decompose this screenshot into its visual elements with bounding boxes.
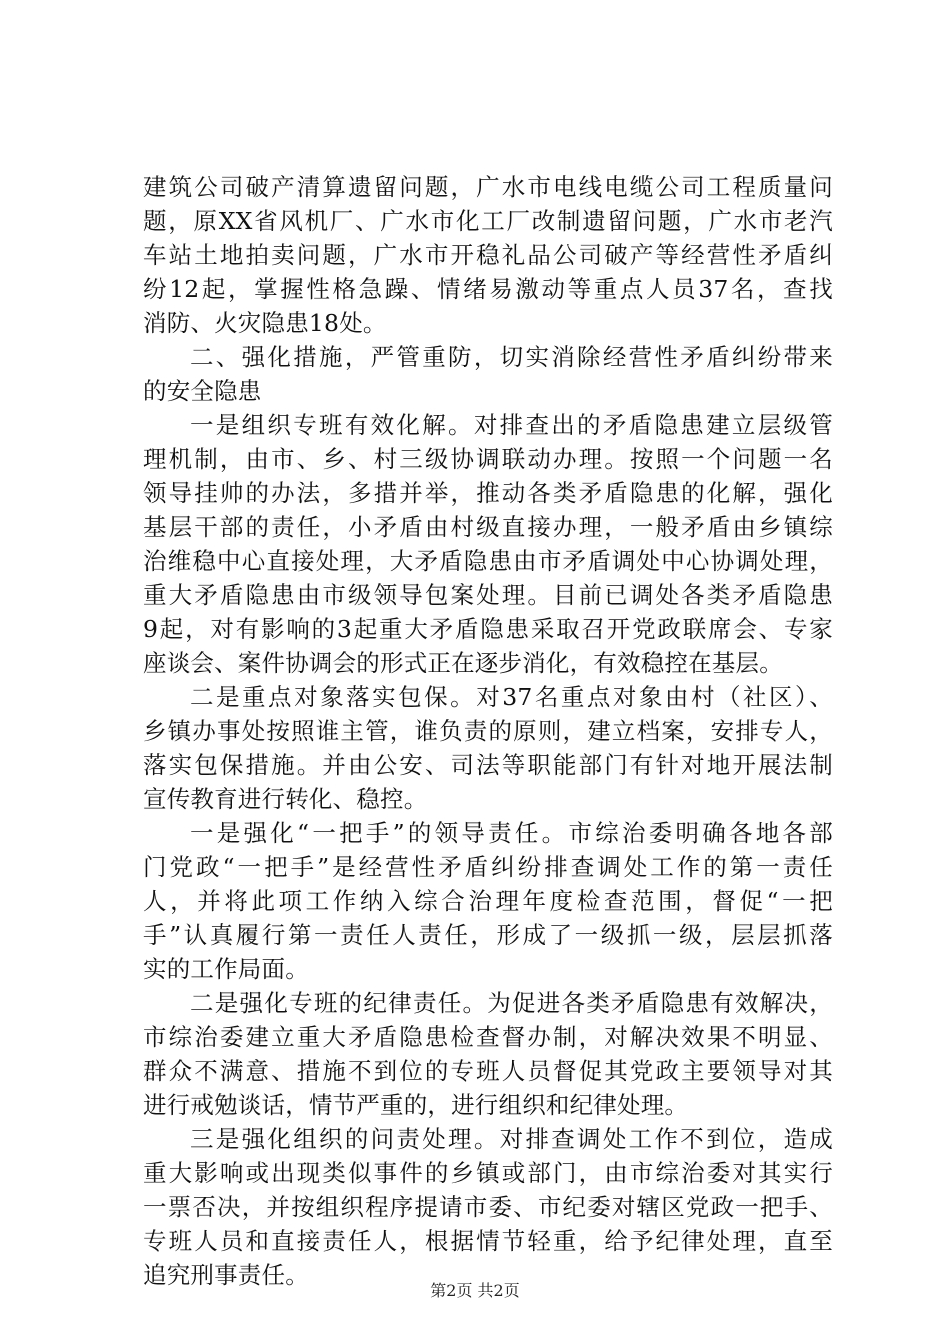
- document-body: [143, 170, 833, 1292]
- text-line: 落实包保措施。并由公安、司法等职能部门有针对地开展法制: [143, 751, 833, 779]
- text-line: 题，原XX省风机厂、广水市化工厂改制遗留问题，广水市老汽: [143, 207, 833, 235]
- text-line: 手”认真履行第一责任人责任，形成了一级抓一级，层层抓落: [143, 921, 833, 949]
- text-line: 9起，对有影响的3起重大矛盾隐患采取召开党政联席会、专家: [143, 615, 833, 643]
- text-line: 座谈会、案件协调会的形式正在逐步消化，有效稳控在基层。: [143, 649, 783, 677]
- text-line: 基层干部的责任，小矛盾由村级直接办理，一般矛盾由乡镇综: [143, 513, 833, 541]
- section-heading-line: 的安全隐患: [143, 377, 262, 405]
- text-line: 宣传教育进行转化、稳控。: [143, 785, 428, 813]
- text-line: 群众不满意、措施不到位的专班人员督促其党政主要领导对其: [143, 1057, 833, 1085]
- text-line: 进行戒勉谈话，情节严重的，进行组织和纪律处理。: [143, 1091, 689, 1119]
- text-line: 一是组织专班有效化解。对排查出的矛盾隐患建立层级管: [190, 411, 833, 439]
- text-line: 市综治委建立重大矛盾隐患检查督办制，对解决效果不明显、: [143, 1023, 833, 1051]
- text-line: 治维稳中心直接处理，大矛盾隐患由市矛盾调处中心协调处理，: [143, 547, 833, 575]
- text-line: 追究刑事责任。: [143, 1261, 309, 1289]
- text-line: 建筑公司破产清算遗留问题，广水市电线电缆公司工程质量问: [143, 173, 833, 201]
- text-line: 三是强化组织的问责处理。对排查调处工作不到位，造成: [190, 1125, 833, 1153]
- text-line: 专班人员和直接责任人，根据情节轻重，给予纪律处理，直至: [143, 1227, 833, 1255]
- text-line: 理机制，由市、乡、村三级协调联动办理。按照一个问题一名: [143, 445, 833, 473]
- text-line: 领导挂帅的办法，多措并举，推动各类矛盾隐患的化解，强化: [143, 479, 833, 507]
- text-line: 车站土地拍卖问题，广水市开稳礼品公司破产等经营性矛盾纠: [143, 241, 833, 269]
- text-line: 人，并将此项工作纳入综合治理年度检查范围，督促“一把: [143, 887, 833, 915]
- text-line: 一是强化“一把手”的领导责任。市综治委明确各地各部: [190, 819, 833, 847]
- section-heading-line: 二、强化措施，严管重防，切实消除经营性矛盾纠纷带来: [190, 343, 833, 371]
- text-line: 重大矛盾隐患由市级领导包案处理。目前已调处各类矛盾隐患: [143, 581, 833, 609]
- text-line: 门党政“一把手”是经营性矛盾纠纷排查调处工作的第一责任: [143, 853, 833, 881]
- text-line: 乡镇办事处按照谁主管，谁负责的原则，建立档案，安排专人，: [143, 717, 833, 745]
- text-line: 一票否决，并按组织程序提请市委、市纪委对辖区党政一把手、: [143, 1193, 833, 1221]
- page-number-footer: 第2页 共2页: [430, 1281, 520, 1300]
- text-line: 重大影响或出现类似事件的乡镇或部门，由市综治委对其实行: [143, 1159, 833, 1187]
- text-line: 实的工作局面。: [143, 955, 309, 983]
- text-line: 二是重点对象落实包保。对37名重点对象由村（社区）、: [190, 683, 833, 711]
- text-line: 纷12起，掌握性格急躁、情绪易激动等重点人员37名，查找: [143, 275, 833, 303]
- text-line: 二是强化专班的纪律责任。为促进各类矛盾隐患有效解决，: [190, 989, 833, 1017]
- text-line: 消防、火灾隐患18处。: [143, 309, 387, 337]
